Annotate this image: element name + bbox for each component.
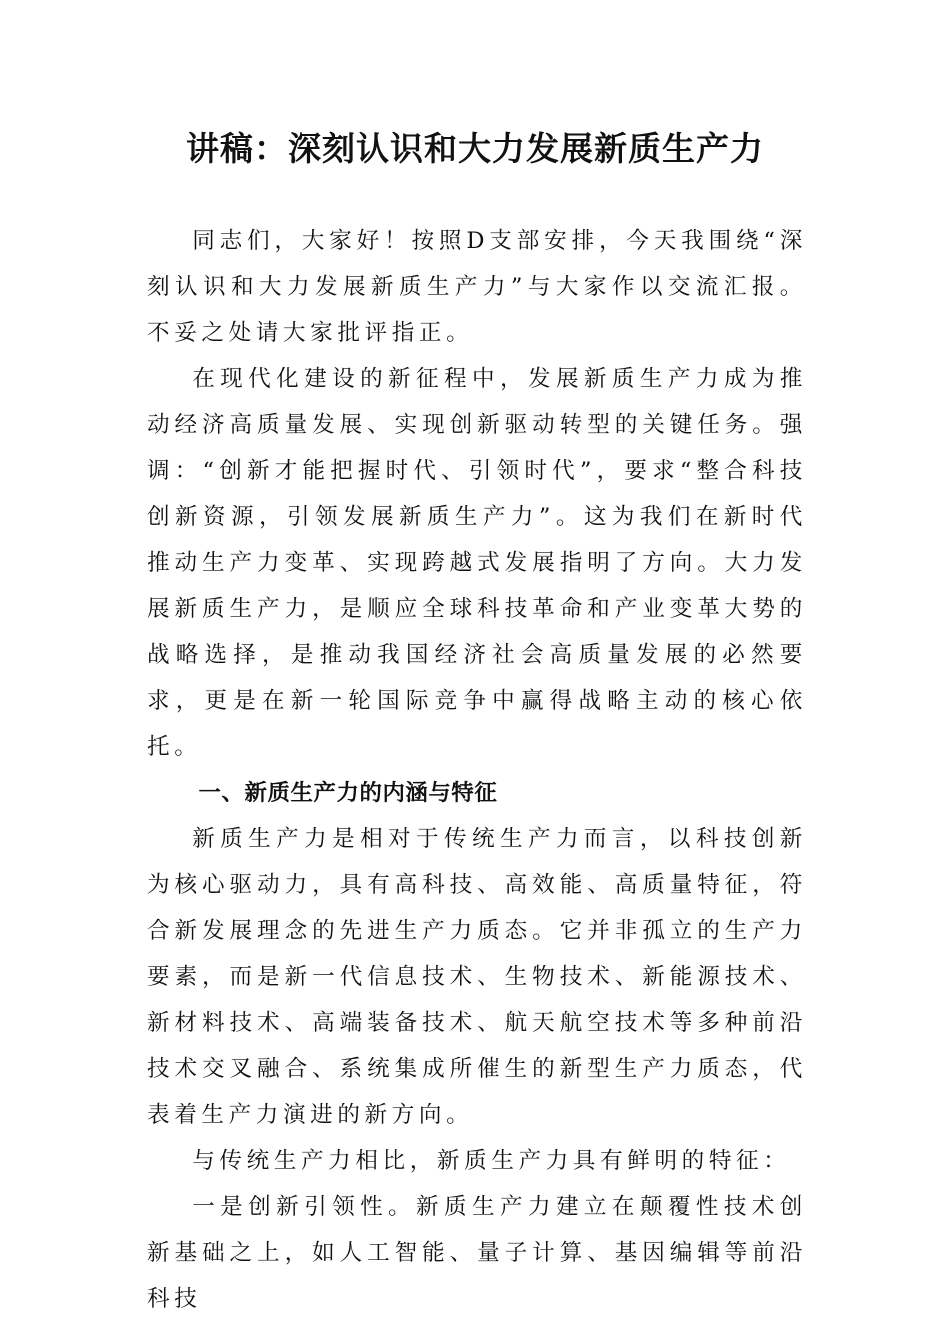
paragraph-feature-1 bbox=[147, 1184, 807, 1322]
paragraph-definition: 新质生产力是相对于传统生产力而言，以科技创新为核心驱动力，具有高科技、高效能、高质量特征，符合新发展理念的先进生产力质态。它并非孤立的生产力要素，而是新一代信息技术、生物技术、新能源技术、新材料技术、高端装备技术、航天航空技术等多种前沿技术交叉融合、系统集成所催生的新型生产力质态，代表着生产力演进的新方向。 bbox=[147, 826, 807, 1128]
feature-1-lead: 一是创新引领性。 bbox=[192, 1194, 417, 1220]
section-heading-1: 一、新质生产力的内涵与特征 bbox=[198, 780, 498, 806]
feature-1-text: 新质生产力建立在颠覆性技术创新基础之上，如人工智能、量子计算、基因编辑等前沿科技 bbox=[147, 1194, 807, 1312]
document-title: 讲稿：深刻认识和大力发展新质生产力 bbox=[186, 129, 764, 168]
paragraph-introduction: 在现代化建设的新征程中，发展新质生产力成为推动经济高质量发展、实现创新驱动转型的关键任务。强调：“创新才能把握时代、引领时代”，要求“整合科技创新资源，引领发展新质生产力”。这为我们在新时代推动生产力变革、实现跨越式发展指明了方向。大力发展新质生产力，是顺应全球科技革命和产业变革大势的战略选择，是推动我国经济社会高质量发展的必然要求，更是在新一轮国际竞争中赢得战略主动的核心依托。 bbox=[147, 366, 807, 760]
document-body bbox=[147, 218, 807, 1322]
paragraph-features-intro: 与传统生产力相比，新质生产力具有鲜明的特征： bbox=[192, 1148, 791, 1174]
paragraph-greeting: 同志们，大家好！按照D支部安排，今天我围绕“深刻认识和大力发展新质生产力”与大家作以交流汇报。不妥之处请大家批评指正。 bbox=[147, 228, 807, 346]
